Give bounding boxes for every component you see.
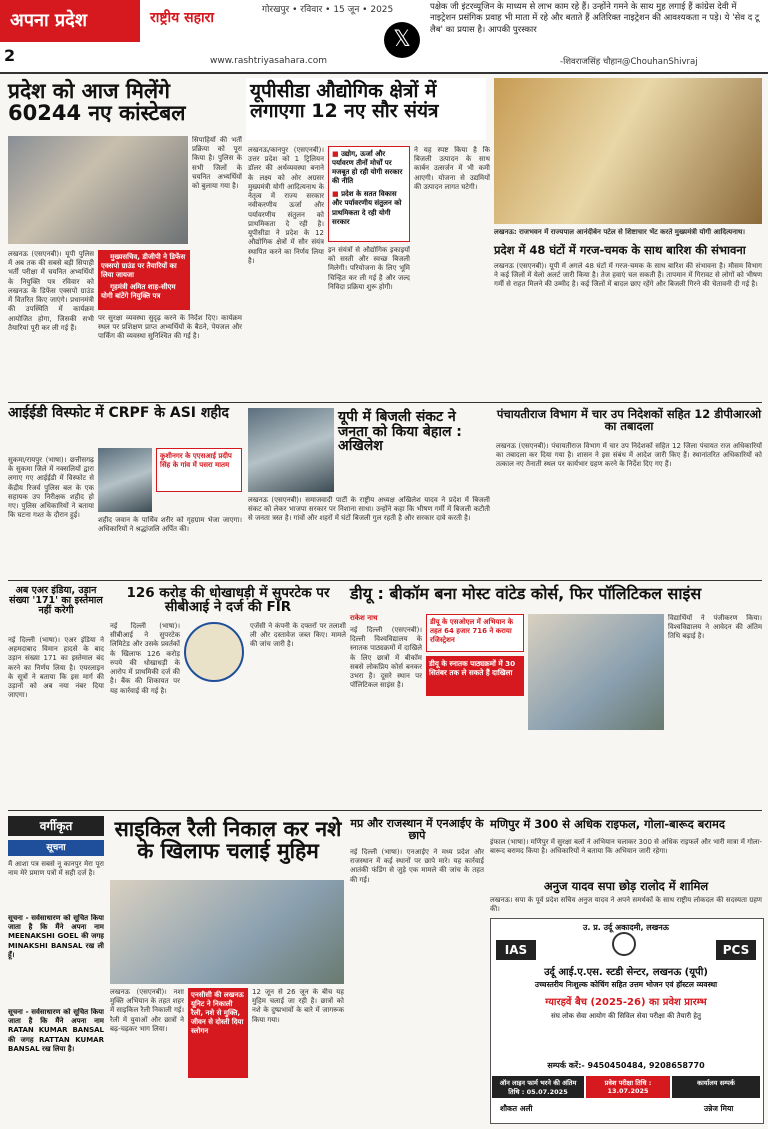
story10-box: एनसीसी की लखनऊ यूनिट ने निकाली रैली, नशे से मुक्ति, जीवन से दोस्ती दिया स्लोगन — [188, 988, 248, 1078]
story5-body: लखनऊ (एसएनबी)। समाजवादी पार्टी के राष्ट्रीय अध्यक्ष अखिलेश यादव ने प्रदेश में बिजली संकट को लेकर भाजपा सरकार पर निशाना साधा। उन्होंने कहा कि भीषण गर्मी में बिजली कटौती से जनता त्रस्त है। गांवों और शहरों में घंटों बिजली गुल रहती है और सरकार दावे करती है। — [248, 496, 490, 523]
photo-asi — [98, 448, 152, 512]
story4-body2: शहीद जवान के पार्थिव शरीर को गृहग्राम भेजा जाएगा। अधिकारियों ने श्रद्धांजलि अर्पित की। — [98, 516, 242, 534]
ad-footer-left: ऑन लाइन फार्म भरने की अंतिम तिथि : 05.07.2025 — [492, 1076, 584, 1098]
story2-bullet: ■ प्रदेश के सतत विकास और पर्यावरणीय संतुलन को प्राथमिकता दे रही योगी सरकार — [332, 190, 406, 226]
photo-constables — [8, 136, 188, 244]
story9-body: नई दिल्ली (एसएनबी)। दिल्ली विश्वविद्यालय के स्नातक पाठ्यक्रमों में दाखिले के लिए छात्रों में बीकॉम सबसे लोकप्रिय कोर्स बनकर उभरा है। दूसरे स्थान पर पॉलिटिकल साइंस है। — [350, 626, 422, 690]
academy-emblem-icon — [612, 932, 636, 956]
story9-box-red: डीयू के एसओएल में अभियान के तहत 64 हजार 716 ने कराया रजिस्ट्रेशन — [426, 614, 524, 652]
x-logo-icon: 𝕏 — [384, 22, 420, 58]
story1-lower: पर सुरक्षा व्यवस्था सुदृढ़ करने के निर्देश दिए। कार्यक्रम स्थल पर प्रशिक्षण प्राप्त अभ्यर्थियों के बैठने, पेयजल और पार्किंग की व्यवस्था सुनिश्चित की गई है। — [98, 314, 242, 341]
social-quote: पक्षेक जी इंटरव्यूजिन के माध्यम से लाभ काम रहे हैं। उन्होंने गमने के साथ मुह लगाई हैं कांग्रेस देवी में नाइट्रेशन प्रसंगिक प्रवाह भी माता में रहे और बताते हैं अतिरिक्त नाइट्रेशन की आवश्यकता न पड़े। ये 'सेव द टू लैब' का प्रयास है। आपकी पुरस्कार — [430, 2, 760, 35]
story7-body: नई दिल्ली (भाषा)। एअर इंडिया ने अहमदाबाद विमान हादसे के बाद उड़ान संख्या 171 का इस्तेमाल बंद करने का निर्णय लिया है। एयरलाइन के सूत्रों ने बताया कि इस मार्ग की उड़ानों को अब नया नंबर दिया जाएगा। — [8, 636, 104, 700]
story1-bullet: ■ मुख्यसचिव, डीजीपी ने डिफेंस एक्सपो ग्राउंड पर तैयारियों का लिया जायजा — [101, 253, 187, 280]
headline-supertech: 126 करोड़ की धोखाधड़ी में सुपरटेक पर सीबीआई ने दर्ज की FIR — [126, 585, 330, 616]
headline-nia: मप्र और राजस्थान में एनआईए के छापे — [350, 817, 484, 842]
headline-ied: आईईडी विस्फोट में CRPF के ASI शहीद — [8, 405, 229, 421]
story4-body: सुकमा/रायपुर (भाषा)। छत्तीसगढ़ के सुकमा जिले में नक्सलियों द्वारा लगाए गए आईईडी में विस्फोट से केंद्रीय रिजर्व पुलिस बल के एक सहायक उप निरीक्षक शहीद हो गए। पुलिस अधिकारियों ने बताया कि घटना गश्त के दौरान हुई। — [8, 456, 94, 520]
headline-rain: प्रदेश में 48 घंटों में गरज-चमक के साथ बारिश की संभावना — [494, 243, 746, 257]
photo-cm-governor — [494, 78, 762, 224]
divider — [8, 402, 762, 403]
story6-body: लखनऊ (एसएनबी)। पंचायतीराज विभाग में चार उप निदेशकों सहित 12 जिला पंचायत राज अधिकारियों का तबादला कर दिया गया है। शासन ने इस संबंध में आदेश जारी किए हैं। स्थानांतरित अधिकारियों को तत्काल नए तैनाती स्थल पर कार्यभार ग्रहण करने के निर्देश दिए गए हैं। — [496, 442, 762, 469]
headline-solar: यूपीसीडा औद्योगिक क्षेत्रों में लगाएगा 12 नए सौर संयंत्र — [250, 80, 439, 122]
photo-caption: लखनऊ: राजभवन में राज्यपाल आनंदीबेन पटेल से शिष्टाचार भेंट करते मुख्यमंत्री योगी आदित्यनाथ। — [494, 228, 746, 236]
photo-du-campus — [528, 614, 664, 730]
story13-body: लखनऊ। सपा के पूर्व प्रदेश सचिव अनुज यादव ने अपने समर्थकों के साथ राष्ट्रीय लोकदल की सदस्यता ग्रहण की। — [490, 896, 762, 914]
ad-sign-right: उन्नेज मिया — [704, 1104, 734, 1113]
ad-title: उर्दू आई.ए.एस. स्टडी सेन्टर, लखनऊ (यूपी) — [544, 967, 708, 978]
classified-notice: सूचना - सर्वसाधारण को सूचित किया जाता है कि मैंने अपना नाम MEENAKSHI GOEL की जगह MINAKSHI BANSAL रख ली हूँ। — [8, 914, 104, 959]
byline: राकेश नाथ — [350, 614, 378, 622]
story1-bullet: ■ गृहमंत्री अमित शाह-सीएम योगी बांटेंगे नियुक्ति पत्र — [101, 283, 187, 301]
headline-constables: प्रदेश को आज मिलेंगे 60244 नए कांस्टेबल — [8, 79, 186, 126]
headline-air-india: अब एअर इंडिया, उड़ान संख्या '171' का इस्तेमाल नहीं करेगी — [9, 585, 103, 616]
ad-contact: सम्पर्क करें:- 9450450484, 9208658770 — [547, 1061, 705, 1070]
story1-side: सिपाहियों की भर्ती प्रक्रिया को पूरा किया है। पुलिस के सभी जिलों के चयनित अभ्यर्थियों को बुलाया गया है। — [192, 136, 242, 191]
story2-body: लखनऊ/कानपुर (एसएनबी)। उत्तर प्रदेश को 1 ट्रिलियन डॉलर की अर्थव्यवस्था बनाने के लक्ष्य को ओर अग्रसर मुख्यमंत्री योगी आदित्यनाथ के नेतृत्व में राज्य सरकार नवीकरणीय ऊर्जा और पर्यावरणीय संतुलन को प्राथमिकता दे रही है। यूपीसीडा ने प्रदेश के 12 औद्योगिक क्षेत्रों में सौर संयंत्र स्थापित करने का निर्णय लिया है। — [248, 146, 324, 265]
page-number: 2 — [4, 46, 16, 65]
headline-manipur: मणिपुर में 300 से अधिक राइफल, गोला-बारूद बरामद — [490, 817, 725, 831]
story12-body: इंफाल (भाषा)। मणिपुर में सुरक्षा बलों ने अभियान चलाकर 300 से अधिक राइफलें और भारी मात्रा में गोला-बारूद बरामद किया है। अधिकारियों ने बताया कि अभियान जारी रहेगा। — [490, 838, 762, 856]
story9-side: विद्यार्थियों ने पंजीकरण किया। विश्वविद्यालय ने आवेदन की अंतिम तिथि बढ़ाई है। — [668, 614, 762, 641]
story1-bullets — [98, 250, 190, 310]
ad-sign-left: शौकत अली — [500, 1104, 533, 1113]
story3-body: लखनऊ (एसएनबी)। यूपी में अगले 48 घंटों में गरज-चमक के साथ बारिश की संभावना है। मौसम विभाग ने कई जिलों में येलो अलर्ट जारी किया है। तेज हवाएं चल सकती हैं। तापमान में गिरावट से लोगों को भीषण गर्मी से राहत मिलने की उम्मीद है। कई जिलों में बादल छाए रहेंगे और बिजली गिरने की चेतावनी दी गई है। — [494, 262, 762, 289]
story2-bullets — [328, 146, 410, 242]
story1-body: लखनऊ (एसएनबी)। यूपी पुलिस में अब तक की सबसे बड़ी सिपाही भर्ती परीक्षा में चयनित अभ्यर्थियों के नियुक्ति पत्र रविवार को लखनऊ के डिफेंस एक्सपो ग्राउंड में वितरित किए जाएंगे। प्रधानमंत्री की उपस्थिति में कार्यक्रम आयोजित होगा, जिसकी सभी तैयारियां पूरी कर ली गई हैं। — [8, 250, 94, 332]
story10-body2: 12 जून से 26 जून के बीच यह मुहिम चलाई जा रही है। छात्रों को नशे के दुष्प्रभावों के बारे में जागरूक किया गया। — [252, 988, 344, 1024]
ad-subtitle: उच्चस्तरीय निःशुल्क कोचिंग सहित उत्तम भोजन एवं हॉस्टल व्यवस्था — [534, 980, 718, 989]
photo-akhilesh — [248, 408, 334, 492]
story9-box-blue: डीयू के स्नातक पाठ्यक्रमों में 30 सितंबर तक ले सकते हैं दाखिला — [426, 656, 524, 696]
headline-power-crisis: यूपी में बिजली संकट ने जनता को किया बेहाल : अखिलेश — [338, 409, 462, 455]
classifieds-subtitle: सूचना — [8, 840, 104, 856]
classified-notice: सूचना - सर्वसाधारण को सूचित किया जाता है कि मैंने अपना नाम RATAN KUMAR BANSAL की जगह RATTAN KUMAR BANSAL रख लिया है। — [8, 1008, 104, 1053]
brand-logo: राष्ट्रीय सहारा — [150, 10, 215, 26]
cbi-emblem-icon — [184, 622, 244, 682]
headline-du-bcom: डीयू : बीकॉम बना मोस्ट वांटेड कोर्स, फिर पॉलिटिकल साइंस — [350, 584, 702, 603]
ad-badge-ias: IAS — [496, 940, 536, 960]
divider — [8, 580, 762, 581]
story4-box: कुशीनगर के एएसआई प्रदीप सिंह के गांव में पसरा मातम — [156, 448, 242, 492]
story8-body: नई दिल्ली (भाषा)। सीबीआई ने सुपरटेक लिमिटेड और उसके प्रवर्तकों के खिलाफ 126 करोड़ रुपये की धोखाधड़ी के आरोप में प्राथमिकी दर्ज की है। बैंक की शिकायत पर यह कार्रवाई की गई है। — [110, 622, 180, 695]
ad-session: ग्यारहवें बैच (2025-26) का प्रवेश प्रारम्भ — [545, 997, 707, 1008]
ad-badge-pcs: PCS — [716, 940, 756, 960]
website: www.rashtriyasahara.com — [210, 56, 328, 66]
headline-cycle-rally: साइकिल रैली निकाल कर नशे के खिलाफ चलाई मुहिम — [114, 817, 342, 864]
ad-footer-right: कार्यालय सम्पर्क — [672, 1076, 760, 1098]
ad-top-line: उ. प्र. उर्दू अकादमी, लखनऊ — [583, 923, 669, 932]
dateline: गोरखपुर • रविवार • 15 जून • 2025 — [262, 5, 394, 15]
story10-body: लखनऊ (एसएनबी)। नशा मुक्ति अभियान के तहत शहर में साइकिल रैली निकाली गई। रैली में युवाओं और छात्रों ने बढ़-चढ़कर भाग लिया। — [110, 988, 184, 1033]
social-handle: -शिवराजसिंह चौहान@ChouhanShivraj — [560, 57, 698, 67]
headline-transfers: पंचायतीराज विभाग में चार उप निदेशकों सहित 12 डीपीआरओ का तबादला — [496, 407, 762, 434]
ad-desc: संघ लोक सेवा आयोग की सिविल सेवा परीक्षा की तैयारी हेतु — [550, 1012, 701, 1020]
story8-body2: एजेंसी ने कंपनी के दफ्तरों पर तलाशी ली और दस्तावेज जब्त किए। मामले की जांच जारी है। — [250, 622, 346, 649]
headline-anuj-yadav: अनुज यादव सपा छोड़ रालोद में शामिल — [543, 879, 709, 893]
classifieds-title: वर्गीकृत — [8, 816, 104, 836]
story2-bullet: ■ उद्योग, ऊर्जा और पर्यावरण तीनों मोर्चों पर मजबूत हो रही योगी सरकार की नीति — [332, 150, 406, 186]
story2-body3: ने यह स्पष्ट किया है कि बिजली उत्पादन के साथ कार्बन उत्सर्जन में भी कमी आएगी। योजना से उद्यमियों की उत्पादन लागत घटेगी। — [414, 146, 490, 191]
classified-notice: मैं आशा पत्र सबसे नू कानपुर मेरा पूरा नाम मेरे प्रमाण पत्रों में सही दर्ज है। — [8, 860, 104, 878]
section-title: अपना प्रदेश — [0, 0, 140, 42]
divider — [8, 810, 762, 811]
ad-footer-mid: प्रवेश परीक्षा तिथि : 13.07.2025 — [586, 1076, 670, 1098]
story11-body: नई दिल्ली (भाषा)। एनआईए ने मध्य प्रदेश और राजस्थान में कई स्थानों पर छापे मारे। यह कार्रवाई आतंकी फंडिंग से जुड़े एक मामले की जांच के तहत की गई। — [350, 848, 484, 884]
story2-body2: इन संयंत्रों से औद्योगिक इकाइयों को सस्ती और स्वच्छ बिजली मिलेगी। परियोजना के लिए भूमि चिन्हित कर ली गई है और जल्द निविदा प्रक्रिया शुरू होगी। — [328, 246, 410, 291]
photo-cycle-rally — [110, 880, 344, 984]
